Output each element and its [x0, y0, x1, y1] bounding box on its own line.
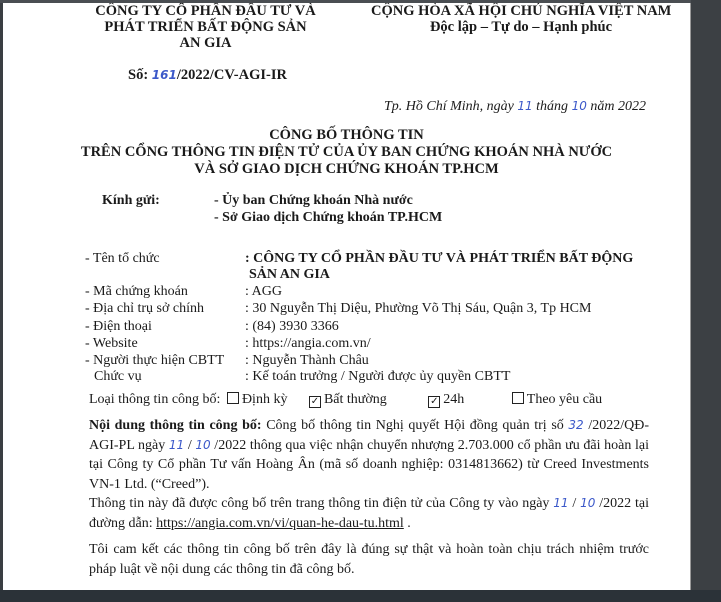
field-label-address: - Địa chỉ trụ sở chính [85, 301, 204, 316]
field-label-website: - Website [85, 336, 138, 351]
field-label-phone: - Điện thoại [85, 319, 152, 334]
recipient-1: - Ủy ban Chứng khoán Nhà nước [214, 193, 413, 208]
commitment-paragraph: Tôi cam kết các thông tin công bố trên đây là đúng sự thật và hoàn toàn chịu trách nhiệm trước pháp luật về nội dung các thông tin đã công bố. [89, 542, 649, 577]
document-number: Số: 161/2022/CV-AGI-IR [128, 67, 287, 83]
field-label-org-name: - Tên tổ chức [85, 251, 160, 266]
disclosure-content-paragraph: Nội dung thông tin công bố: Công bố thông tin Nghị quyết Hội đồng quản trị số 32 /2022/QĐ-AGI-PL ngày 11 / 10 /2022 thông qua việc nhận chuyển nhượng 2.703.000 cổ phần ưu đãi hoàn lại tại Công ty Cổ phần Tư vấn Hoàng Ân (mã số doanh nghiệp: 0314813662) từ Creed Investments VN-1 Ltd. (“Creed”). [89, 418, 650, 492]
checkbox-checked-icon: ✓ [430, 396, 439, 407]
national-header [371, 3, 671, 35]
field-value-website: : https://angia.com.vn/ [245, 336, 371, 351]
handwritten-month: 10 [195, 437, 211, 452]
viewer-bottom-bar [0, 590, 721, 602]
handwritten-month: 10 [580, 496, 596, 510]
recipients-label: Kính gửi: [102, 193, 160, 208]
title-line-3: VÀ SỞ GIAO DỊCH CHỨNG KHOÁN TP.HCM [194, 161, 499, 177]
field-label-ticker: - Mã chứng khoán [85, 284, 188, 299]
company-line-3: AN GIA [179, 35, 232, 51]
checkbox-unchecked-icon [512, 392, 524, 404]
document-title [3, 127, 690, 178]
field-label-disclosure-person: - Người thực hiện CBTT [85, 353, 225, 368]
disclosure-type-label: Loại thông tin công bố: [89, 392, 221, 407]
nation-title: CỘNG HÒA XÃ HỘI CHỦ NGHĨA VIỆT NAM [371, 3, 672, 19]
handwritten-month: 10 [571, 99, 587, 113]
option-24h: ✓ 24h [430, 392, 465, 407]
handwritten-doc-number: 161 [151, 68, 177, 82]
field-value-disclosure-person: : Nguyễn Thành Châu [245, 353, 369, 368]
recipient-2: - Sở Giao dịch Chứng khoán TP.HCM [214, 210, 443, 225]
field-value-org-name: : CÔNG TY CỔ PHẦN ĐẦU TƯ VÀ PHÁT TRIỂN BẤT ĐỘNG [245, 251, 634, 266]
handwritten-day: 11 [168, 437, 185, 452]
checkbox-checked-icon: ✓ [310, 396, 320, 407]
handwritten-resolution-number: 32 [568, 418, 584, 432]
field-value-ticker: : AGG [245, 284, 282, 299]
field-value-position: : Kế toán trưởng / Người được ủy quyền CBTT [245, 369, 511, 384]
document-page [3, 3, 691, 590]
option-irregular: ✓ Bất thường [310, 392, 387, 407]
checkbox-unchecked-icon [227, 392, 239, 404]
handwritten-day: 11 [517, 99, 533, 113]
company-line-2: PHÁT TRIỂN BẤT ĐỘNG SẢN [104, 19, 307, 35]
company-line-1: CÔNG TY CỔ PHẦN ĐẦU TƯ VÀ [95, 3, 316, 19]
title-line-2: TRÊN CỔNG THÔNG TIN ĐIỆN TỬ CỦA ỦY BAN CHỨNG KHOÁN NHÀ NƯỚC [80, 144, 613, 160]
field-value-phone: : (84) 3930 3366 [245, 319, 339, 334]
published-paragraph: Thông tin này đã được công bố trên trang thông tin điện tử của Công ty vào ngày 11 / 10 /2022 tại đường dẫn: https://angia.com.vn/vi/quan-he-dau-tu.html . [89, 496, 650, 531]
investor-relations-link[interactable]: https://angia.com.vn/vi/quan-he-dau-tu.html [156, 515, 404, 531]
option-periodic: Định kỳ [227, 392, 291, 407]
viewer-right-gutter [691, 0, 721, 602]
option-on-request: Theo yêu cầu [512, 392, 602, 407]
field-value-org-name-cont: SẢN AN GIA [249, 267, 330, 282]
company-name-header [93, 3, 318, 51]
place-date: Tp. Hồ Chí Minh, ngày 11 tháng 10 năm 2022 [384, 99, 646, 114]
handwritten-day: 11 [553, 496, 569, 510]
content-label: Nội dung thông tin công bố: [89, 418, 262, 433]
disclosure-type-row [89, 391, 602, 408]
field-value-address: : 30 Nguyễn Thị Diệu, Phường Võ Thị Sáu, Quận 3, Tp HCM [245, 301, 592, 316]
title-line-1: CÔNG BỐ THÔNG TIN [269, 127, 424, 143]
national-motto: Độc lập – Tự do – Hạnh phúc [429, 19, 613, 35]
field-label-position: Chức vụ [94, 369, 142, 384]
